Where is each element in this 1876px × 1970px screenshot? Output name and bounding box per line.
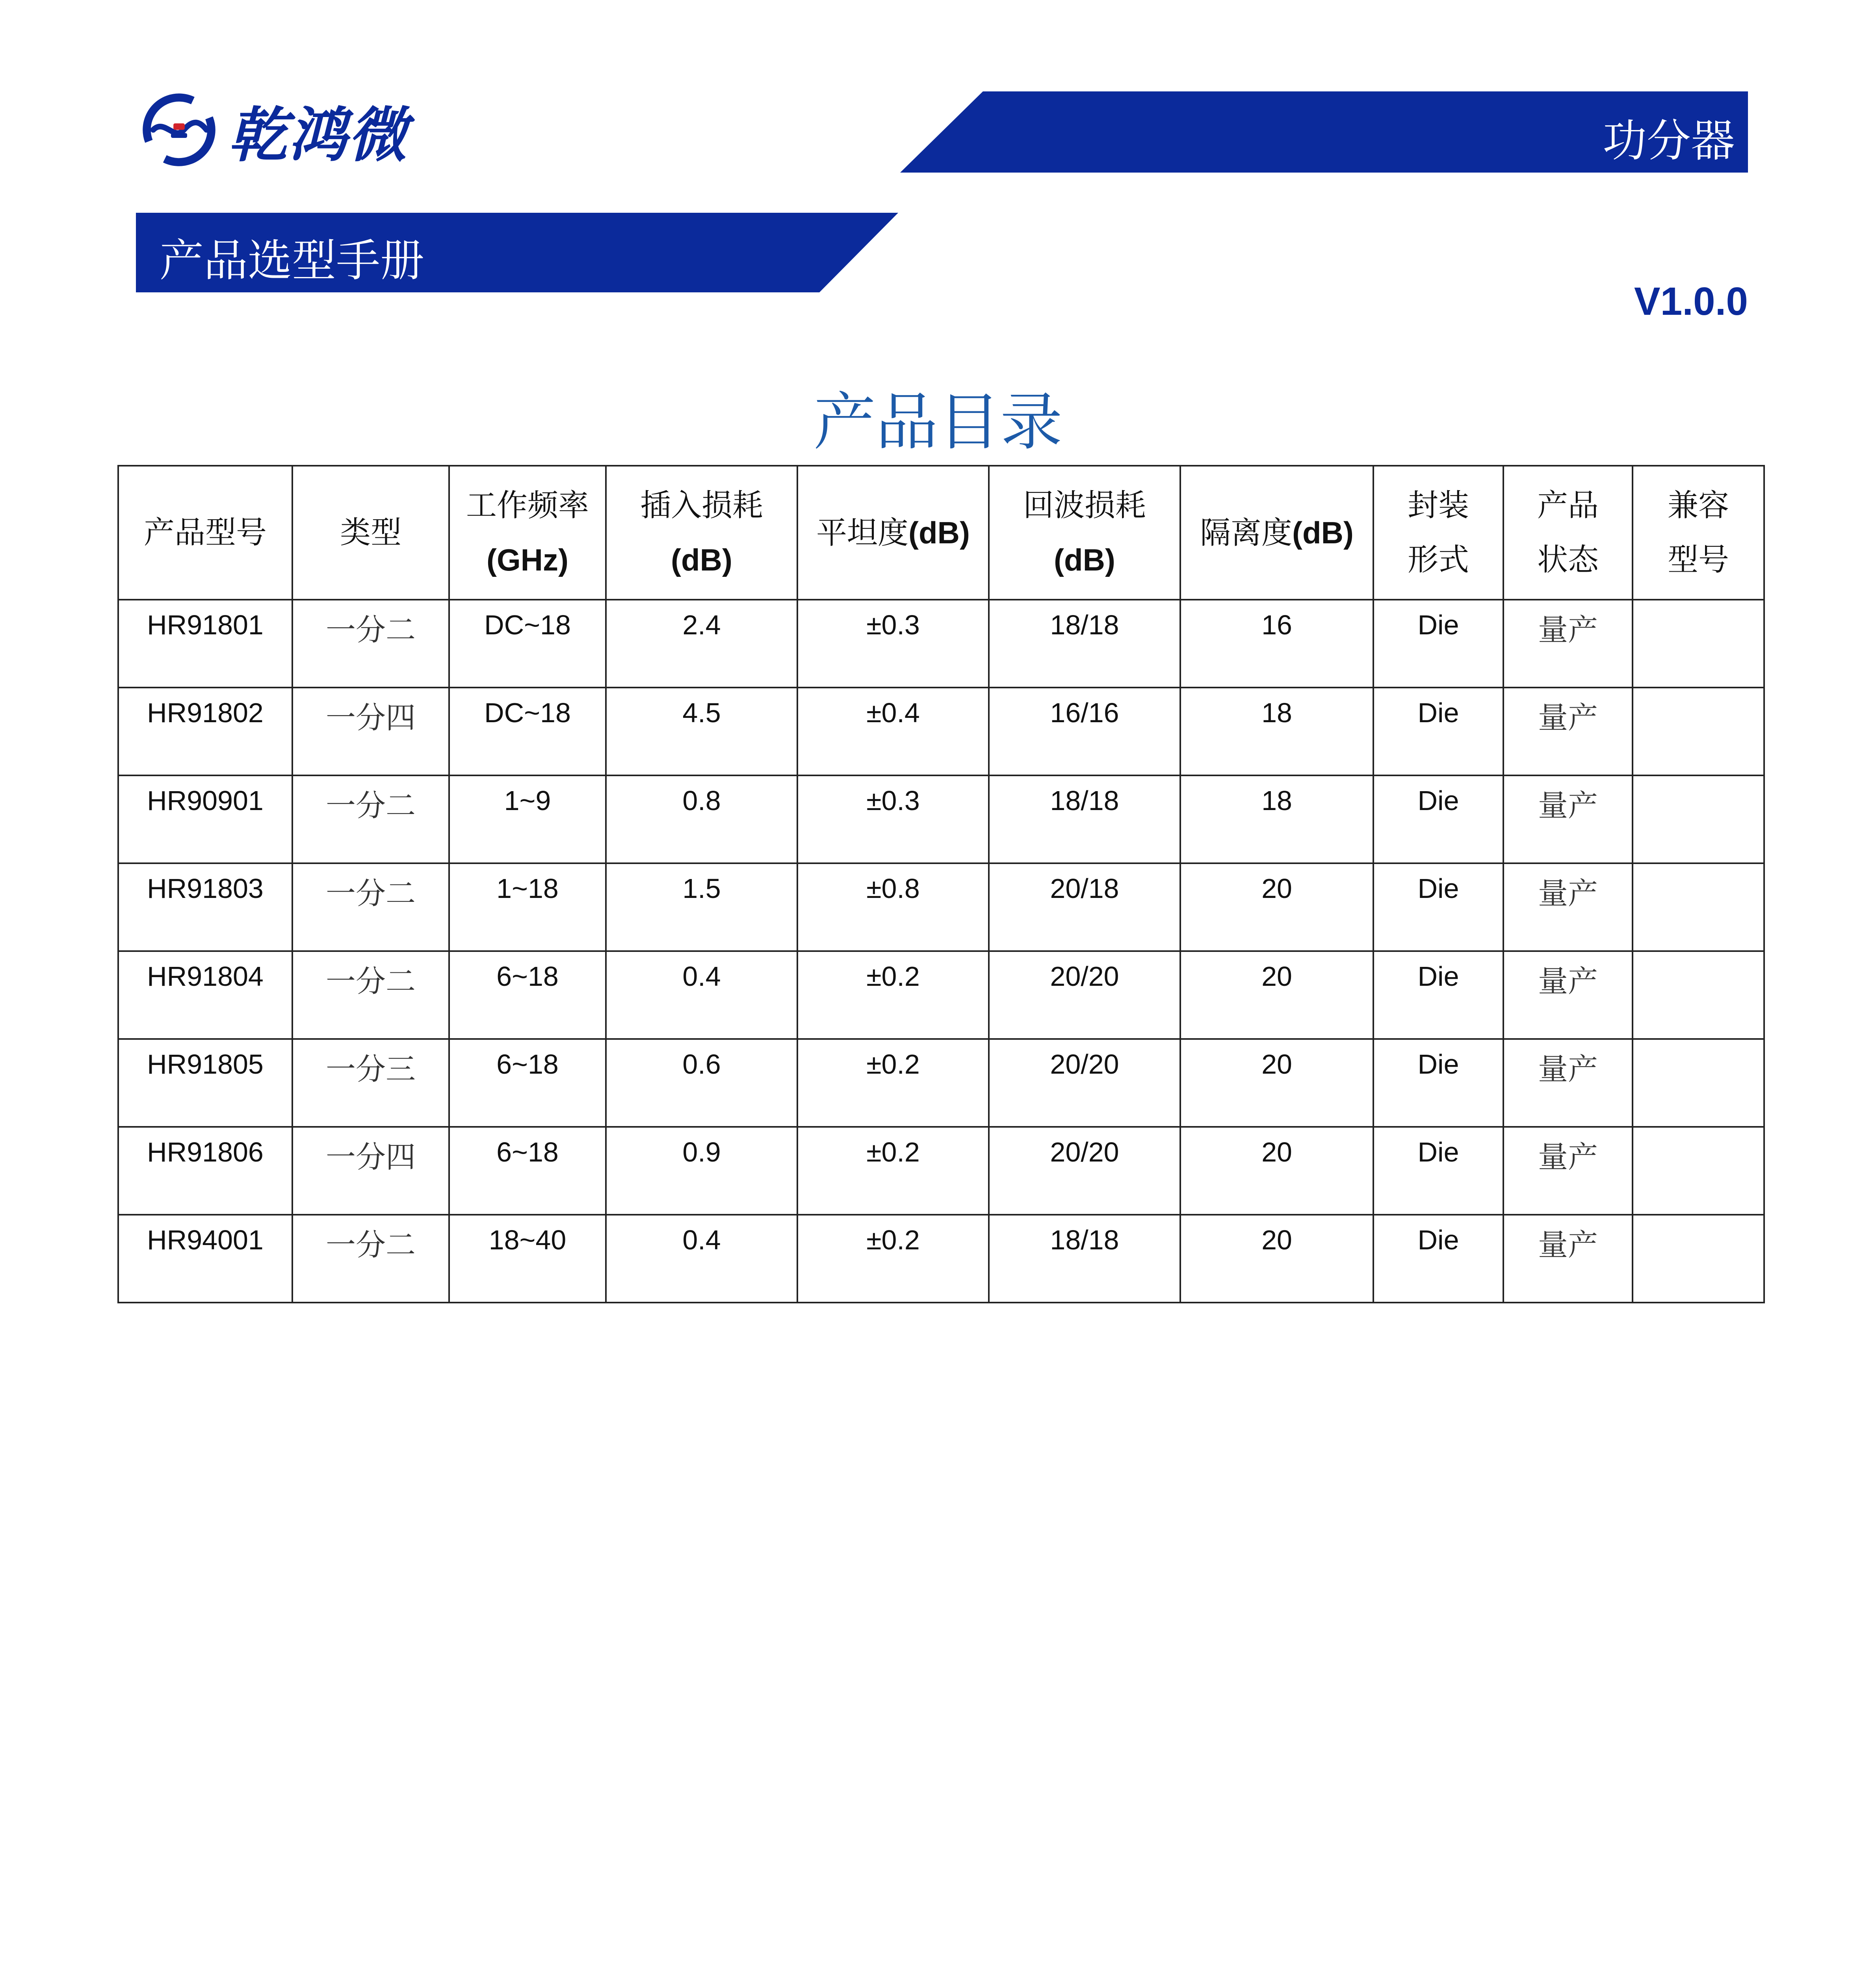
cell-insertion-loss: 1.5 bbox=[606, 863, 797, 951]
product-catalog-table bbox=[117, 465, 1765, 1303]
table-row bbox=[118, 688, 1764, 775]
table-row bbox=[118, 775, 1764, 863]
cell-insertion-loss: 0.4 bbox=[606, 1215, 797, 1303]
cell-status: 量产 bbox=[1503, 1127, 1633, 1215]
cell-insertion-loss: 2.4 bbox=[606, 600, 797, 688]
cell-package: Die bbox=[1373, 863, 1503, 951]
cell-status: 量产 bbox=[1503, 1215, 1633, 1303]
cell-type: 一分四 bbox=[292, 688, 449, 775]
cell-package: Die bbox=[1373, 951, 1503, 1039]
table-row bbox=[118, 951, 1764, 1039]
page-title: 产品目录 bbox=[814, 386, 1062, 459]
brand-name: 乾鸿微 bbox=[228, 101, 408, 170]
cell-return-loss: 20/18 bbox=[989, 863, 1180, 951]
cell-status: 量产 bbox=[1503, 863, 1633, 951]
cell-type: 一分二 bbox=[292, 600, 449, 688]
cell-frequency: 1~18 bbox=[449, 863, 606, 951]
cell-package: Die bbox=[1373, 600, 1503, 688]
cell-insertion-loss: 0.8 bbox=[606, 775, 797, 863]
header-isolation: 隔离度(dB) bbox=[1180, 466, 1373, 600]
header-package: 封装形式 bbox=[1373, 466, 1503, 600]
header-return-loss: 回波损耗 (dB) bbox=[989, 466, 1180, 600]
header-insertion-loss: 插入损耗 (dB) bbox=[606, 466, 797, 600]
header-compatible: 兼容型号 bbox=[1633, 466, 1764, 600]
logo-mark-icon bbox=[139, 89, 219, 170]
cell-insertion-loss: 0.6 bbox=[606, 1039, 797, 1127]
header-type: 类型 bbox=[292, 466, 449, 600]
cell-frequency: 18~40 bbox=[449, 1215, 606, 1303]
cell-type: 一分三 bbox=[292, 1039, 449, 1127]
cell-model: HR91806 bbox=[118, 1127, 292, 1215]
cell-status: 量产 bbox=[1503, 951, 1633, 1039]
cell-return-loss: 20/20 bbox=[989, 1127, 1180, 1215]
table-row bbox=[118, 863, 1764, 951]
cell-frequency: 6~18 bbox=[449, 1127, 606, 1215]
cell-frequency: DC~18 bbox=[449, 600, 606, 688]
header-status: 产品状态 bbox=[1503, 466, 1633, 600]
cell-frequency: 6~18 bbox=[449, 1039, 606, 1127]
cell-compatible bbox=[1633, 688, 1764, 775]
cell-frequency: 6~18 bbox=[449, 951, 606, 1039]
cell-status: 量产 bbox=[1503, 600, 1633, 688]
cell-isolation: 20 bbox=[1180, 1215, 1373, 1303]
cell-compatible bbox=[1633, 600, 1764, 688]
cell-type: 一分二 bbox=[292, 775, 449, 863]
cell-flatness: ±0.4 bbox=[797, 688, 989, 775]
cell-return-loss: 18/18 bbox=[989, 1215, 1180, 1303]
cell-status: 量产 bbox=[1503, 688, 1633, 775]
cell-isolation: 20 bbox=[1180, 951, 1373, 1039]
cell-model: HR91803 bbox=[118, 863, 292, 951]
cell-compatible bbox=[1633, 775, 1764, 863]
table-header-row bbox=[118, 466, 1764, 600]
header-model: 产品型号 bbox=[118, 466, 292, 600]
cell-isolation: 18 bbox=[1180, 775, 1373, 863]
cell-insertion-loss: 4.5 bbox=[606, 688, 797, 775]
header-frequency: 工作频率(GHz) bbox=[449, 466, 606, 600]
cell-type: 一分二 bbox=[292, 863, 449, 951]
doc-title: 产品选型手册 bbox=[160, 235, 424, 286]
cell-model: HR91804 bbox=[118, 951, 292, 1039]
cell-compatible bbox=[1633, 863, 1764, 951]
company-logo bbox=[139, 87, 408, 172]
cell-flatness: ±0.2 bbox=[797, 1039, 989, 1127]
cell-flatness: ±0.3 bbox=[797, 600, 989, 688]
cell-compatible bbox=[1633, 951, 1764, 1039]
cell-status: 量产 bbox=[1503, 1039, 1633, 1127]
cell-model: HR94001 bbox=[118, 1215, 292, 1303]
cell-status: 量产 bbox=[1503, 775, 1633, 863]
cell-frequency: DC~18 bbox=[449, 688, 606, 775]
cell-compatible bbox=[1633, 1215, 1764, 1303]
header-flatness: 平坦度(dB) bbox=[797, 466, 989, 600]
cell-isolation: 16 bbox=[1180, 600, 1373, 688]
cell-isolation: 20 bbox=[1180, 1039, 1373, 1127]
cell-flatness: ±0.2 bbox=[797, 1127, 989, 1215]
cell-type: 一分二 bbox=[292, 951, 449, 1039]
cell-return-loss: 16/16 bbox=[989, 688, 1180, 775]
cell-compatible bbox=[1633, 1039, 1764, 1127]
cell-flatness: ±0.2 bbox=[797, 1215, 989, 1303]
cell-flatness: ±0.8 bbox=[797, 863, 989, 951]
cell-insertion-loss: 0.9 bbox=[606, 1127, 797, 1215]
cell-package: Die bbox=[1373, 1127, 1503, 1215]
cell-return-loss: 18/18 bbox=[989, 600, 1180, 688]
cell-package: Die bbox=[1373, 775, 1503, 863]
cell-model: HR91805 bbox=[118, 1039, 292, 1127]
cell-compatible bbox=[1633, 1127, 1764, 1215]
cell-model: HR90901 bbox=[118, 775, 292, 863]
cell-return-loss: 20/20 bbox=[989, 951, 1180, 1039]
cell-isolation: 20 bbox=[1180, 863, 1373, 951]
cell-type: 一分二 bbox=[292, 1215, 449, 1303]
table-row bbox=[118, 1039, 1764, 1127]
cell-isolation: 18 bbox=[1180, 688, 1373, 775]
table-row bbox=[118, 1127, 1764, 1215]
cell-package: Die bbox=[1373, 1039, 1503, 1127]
table-row bbox=[118, 600, 1764, 688]
table-row bbox=[118, 1215, 1764, 1303]
cell-type: 一分四 bbox=[292, 1127, 449, 1215]
cell-return-loss: 20/20 bbox=[989, 1039, 1180, 1127]
cell-return-loss: 18/18 bbox=[989, 775, 1180, 863]
cell-isolation: 20 bbox=[1180, 1127, 1373, 1215]
cell-flatness: ±0.2 bbox=[797, 951, 989, 1039]
cell-insertion-loss: 0.4 bbox=[606, 951, 797, 1039]
category-label: 功分器 bbox=[1603, 115, 1735, 167]
cell-package: Die bbox=[1373, 1215, 1503, 1303]
cell-package: Die bbox=[1373, 688, 1503, 775]
version-label: V1.0.0 bbox=[1634, 279, 1748, 323]
cell-flatness: ±0.3 bbox=[797, 775, 989, 863]
cell-frequency: 1~9 bbox=[449, 775, 606, 863]
cell-model: HR91801 bbox=[118, 600, 292, 688]
cell-model: HR91802 bbox=[118, 688, 292, 775]
